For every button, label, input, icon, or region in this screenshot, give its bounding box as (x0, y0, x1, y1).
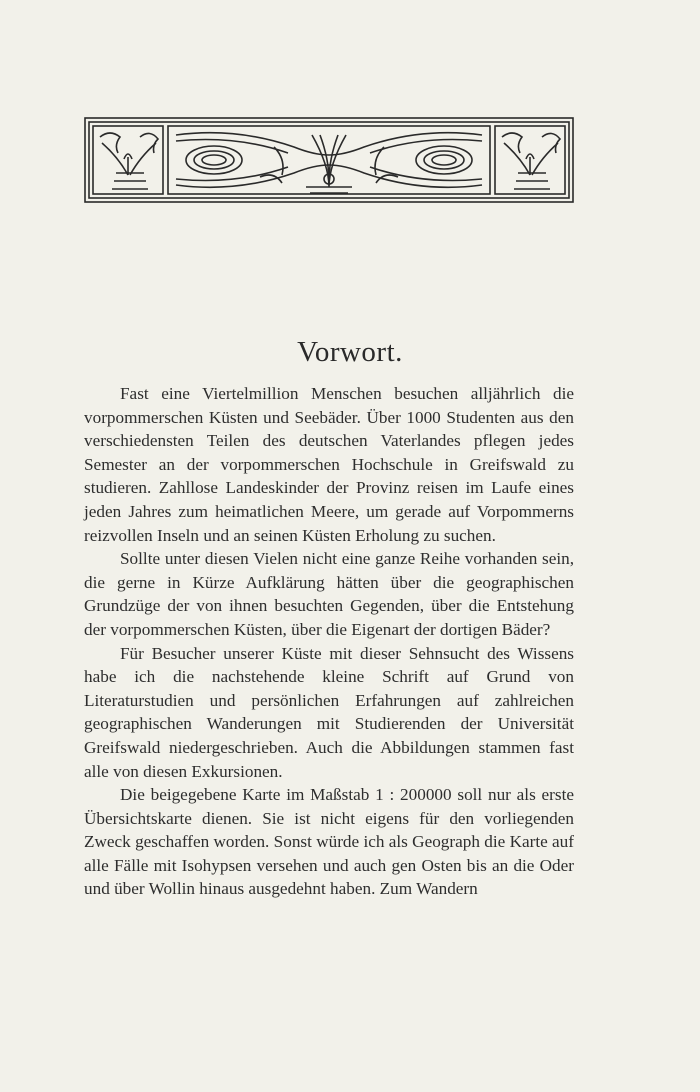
preface-body (84, 382, 574, 901)
paragraph: Die beigegebene Karte im Maßstab 1 : 200000 soll nur als erste Übersichtskarte dienen. Sie ist nicht eigens für den vorliegenden Zweck geschaffen worden. Sonst würde ich als Geograph die Karte auf alle Fälle mit Isohypsen versehen und auch gen Osten bis an die Oder und über Wollin hinaus ausgedehnt haben. Zum Wandern (84, 785, 574, 899)
decorative-header-ornament (84, 117, 574, 203)
paragraph: Sollte unter diesen Vielen nicht eine ganze Reihe vorhanden sein, die gerne in Kürze Aufklärung hätten über die geographischen Grundzüge der von ihnen besuchten Gegenden, über die Entstehung der vorpommerschen Küsten, über die Eigenart der dortigen Bäder? (84, 549, 574, 639)
paragraph: Für Besucher unserer Küste mit dieser Sehnsucht des Wissens habe ich die nachstehende kleine Schrift auf Grund von Literaturstudien und persönlichen Erfahrungen auf zahlreichen geographischen Wanderungen mit Studierenden der Universität Greifswald niedergeschrieben. Auch die Abbildungen stammen fast alle von diesen Exkursionen. (84, 643, 574, 781)
page-title: Vorwort. (297, 336, 403, 368)
paragraph: Fast eine Viertelmillion Menschen besuchen alljährlich die vorpommerschen Küsten und Seebäder. Über 1000 Studenten aus den verschiedensten Teilen des deutschen Vaterlandes pflegen jedes Semester an der vorpommerschen Hochschule in Greifswald zu studieren. Zahllose Landeskinder der Provinz reisen im Laufe eines jeden Jahres zum heimatlichen Meere, um gerade auf Vorpommerns reizvollen Inseln und an seinen Küsten Erholung zu suchen. (84, 384, 574, 545)
